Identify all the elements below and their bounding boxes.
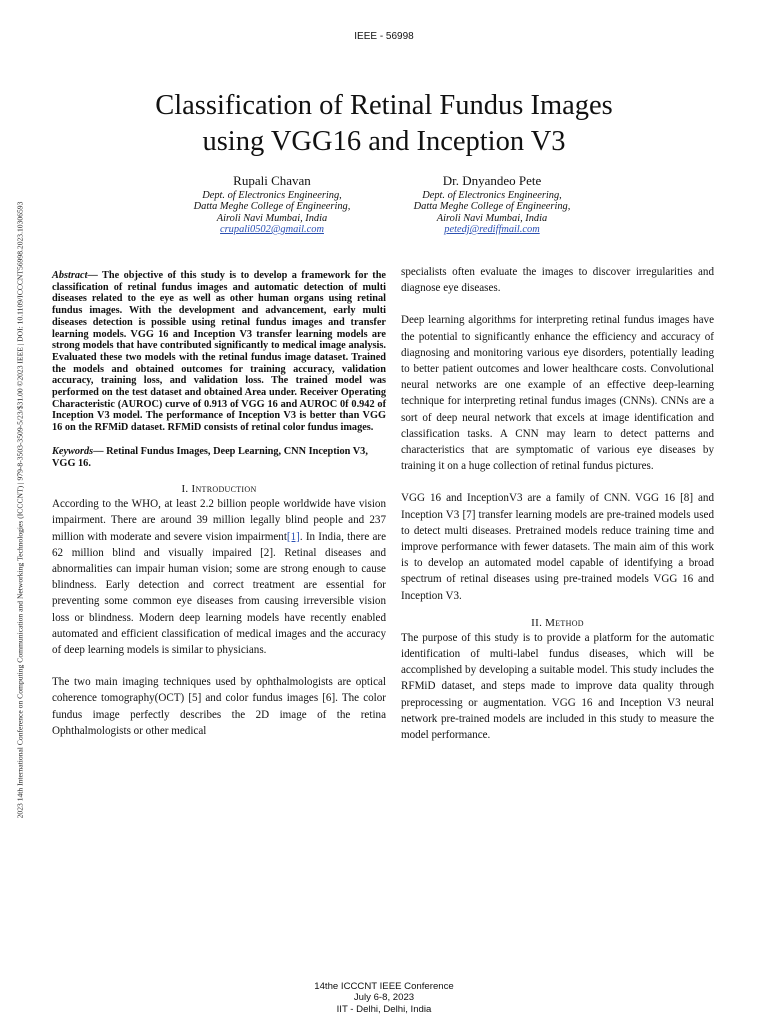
right-column (401, 264, 714, 743)
paper-title (0, 88, 768, 160)
author-1 (172, 175, 372, 236)
side-doi-note: 2023 14th International Conference on Computing Communication and Networking Technologies (ICCCNT) | 979-8-3503-3509-5/23/$31.00 ©2023 IEEE | DOI: 10.1109/ICCCNT56998.2023.10306593 (15, 201, 25, 819)
title-line-2: using VGG16 and Inception V3 (202, 126, 566, 157)
author-college: Datta Meghe College of Engineering, (193, 201, 351, 212)
author-location: Airoli Navi Mumbai, India (436, 212, 548, 224)
author-college: Datta Meghe College of Engineering, (413, 201, 571, 212)
author-2 (392, 175, 592, 236)
keywords (52, 446, 386, 469)
intro-paragraph-1 (52, 496, 386, 658)
author-name: Rupali Chavan (233, 173, 311, 188)
section-heading-introduction: I. Introduction (181, 483, 257, 496)
section-heading-method: II. Method (531, 616, 584, 629)
intro-text-b: . In India, there are 62 million blind and visually impaired [2]. Retinal diseases and abnormalities can impair human vision; some are strong enough to cause blindness. Early detection and correct treatment are essential for preventing some common eye diseases from causing irreversible vision loss or blindness. Modern deep learning models have recently enabled automated and efficient classification of medical images and the accuracy of deep learning models is similar to physicians. (52, 530, 386, 657)
citation-link[interactable]: [1] (286, 530, 300, 543)
author-email-link[interactable]: petedj@rediffmail.com (444, 224, 540, 235)
author-dept: Dept. of Electronics Engineering, (202, 189, 342, 201)
method-paragraph-1: The purpose of this study is to provide a platform for the automatic identification of multi-label fundus diseases, which will be accomplished by developing a suitable model. This study includes the RFMiD dataset, and steps made to improve data quality through preprocessing or augmentation. VGG 16 and Inception V3 neural network pre-trained models are included in this study to measure the model performance. (401, 631, 714, 742)
author-dept: Dept. of Electronics Engineering, (422, 189, 562, 201)
footer-date: July 6-8, 2023 (353, 992, 415, 1004)
abstract (52, 270, 386, 434)
title-line-1: Classification of Retinal Fundus Images (155, 90, 613, 121)
author-location: Airoli Navi Mumbai, India (216, 212, 328, 224)
keywords-label: Keywords (52, 445, 94, 457)
left-column (52, 270, 386, 739)
keywords-text: — Retinal Fundus Images, Deep Learning, CNN Inception V3, VGG 16. (52, 445, 368, 469)
footer-location: IIT - Delhi, Delhi, India (336, 1003, 432, 1015)
page-footer (0, 981, 768, 1015)
author-name: Dr. Dnyandeo Pete (442, 173, 542, 188)
author-email-link[interactable]: crupali0502@gmail.com (220, 224, 324, 235)
footer-conference: 14the ICCCNT IEEE Conference (314, 981, 454, 992)
abstract-label: Abstract (52, 270, 88, 281)
intro-text-a: According to the WHO, at least 2.2 billion people worldwide have vision impairment. There are around 39 million legally blind people and 237 million with moderate and severe vision impairment (52, 498, 386, 543)
abstract-text: — The objective of this study is to develop a framework for the classification of retinal fundus images and automatic detection of multi diseases related to the eye as well as other human organs using retinal fundus images. With the development and advancement, early multi diseases detection is possible using retinal fundus images and transfer learning models. VGG 16 and Inception V3 transfer learning models are strong models that have contributed significantly to medical image analysis. Evaluated these two models with the retinal fundus image dataset. Trained the models and obtained outcomes for training accuracy, validation accuracy, training loss, and validation loss. The trained model was performed on the test dataset and obtained Area under. Receiver Operating Characteristic (AUROC) curve of 0.913 of VGG 16 and AUROC 0f 0.942 of Inception V3 model. The performance of Inception V3 is better than VGG 16 on the RFMiD dataset. RFMiD consists of retinal color fundus images. (52, 270, 386, 434)
conference-code: IEEE - 56998 (354, 31, 414, 42)
right-paragraph-3: VGG 16 and InceptionV3 are a family of CNN. VGG 16 [8] and Inception V3 [7] transfer learning models are pre-trained models used to detect multi diseases. Pretrained models reduce training time and improve performance with fewer datasets. The main aim of this work is to develop an automated model capable of identifying a broad spectrum of retinal diseases using pre-trained models VGG 16 and Inception V3. (401, 492, 714, 602)
right-paragraph-1: specialists often evaluate the images to discover irregularities and diagnose eye diseases. (401, 266, 714, 295)
right-paragraph-2: Deep learning algorithms for interpreting retinal fundus images have the potential to significantly enhance the efficiency and accuracy of diagnosing and monitoring various eye disorders, potentially leading to better patient outcomes and lower healthcare costs. Convolutional neural networks are one example of an effective deep-learning technique for interpreting retinal fundus images (CNNs). CNNs are a sort of deep neural network that excels at image identification and classification tasks. A CNN may learn to detect patterns and characteristics that are symptomatic of various eye diseases by training it on a huge collection of retinal fundus pictures. (401, 314, 714, 473)
intro-paragraph-2: The two main imaging techniques used by ophthalmologists are optical coherence tomography(OCT) [5] and color fundus images [6]. The color fundus image perfectly describes the 2D image of the retina Ophthalmologists or other medical (52, 676, 386, 737)
